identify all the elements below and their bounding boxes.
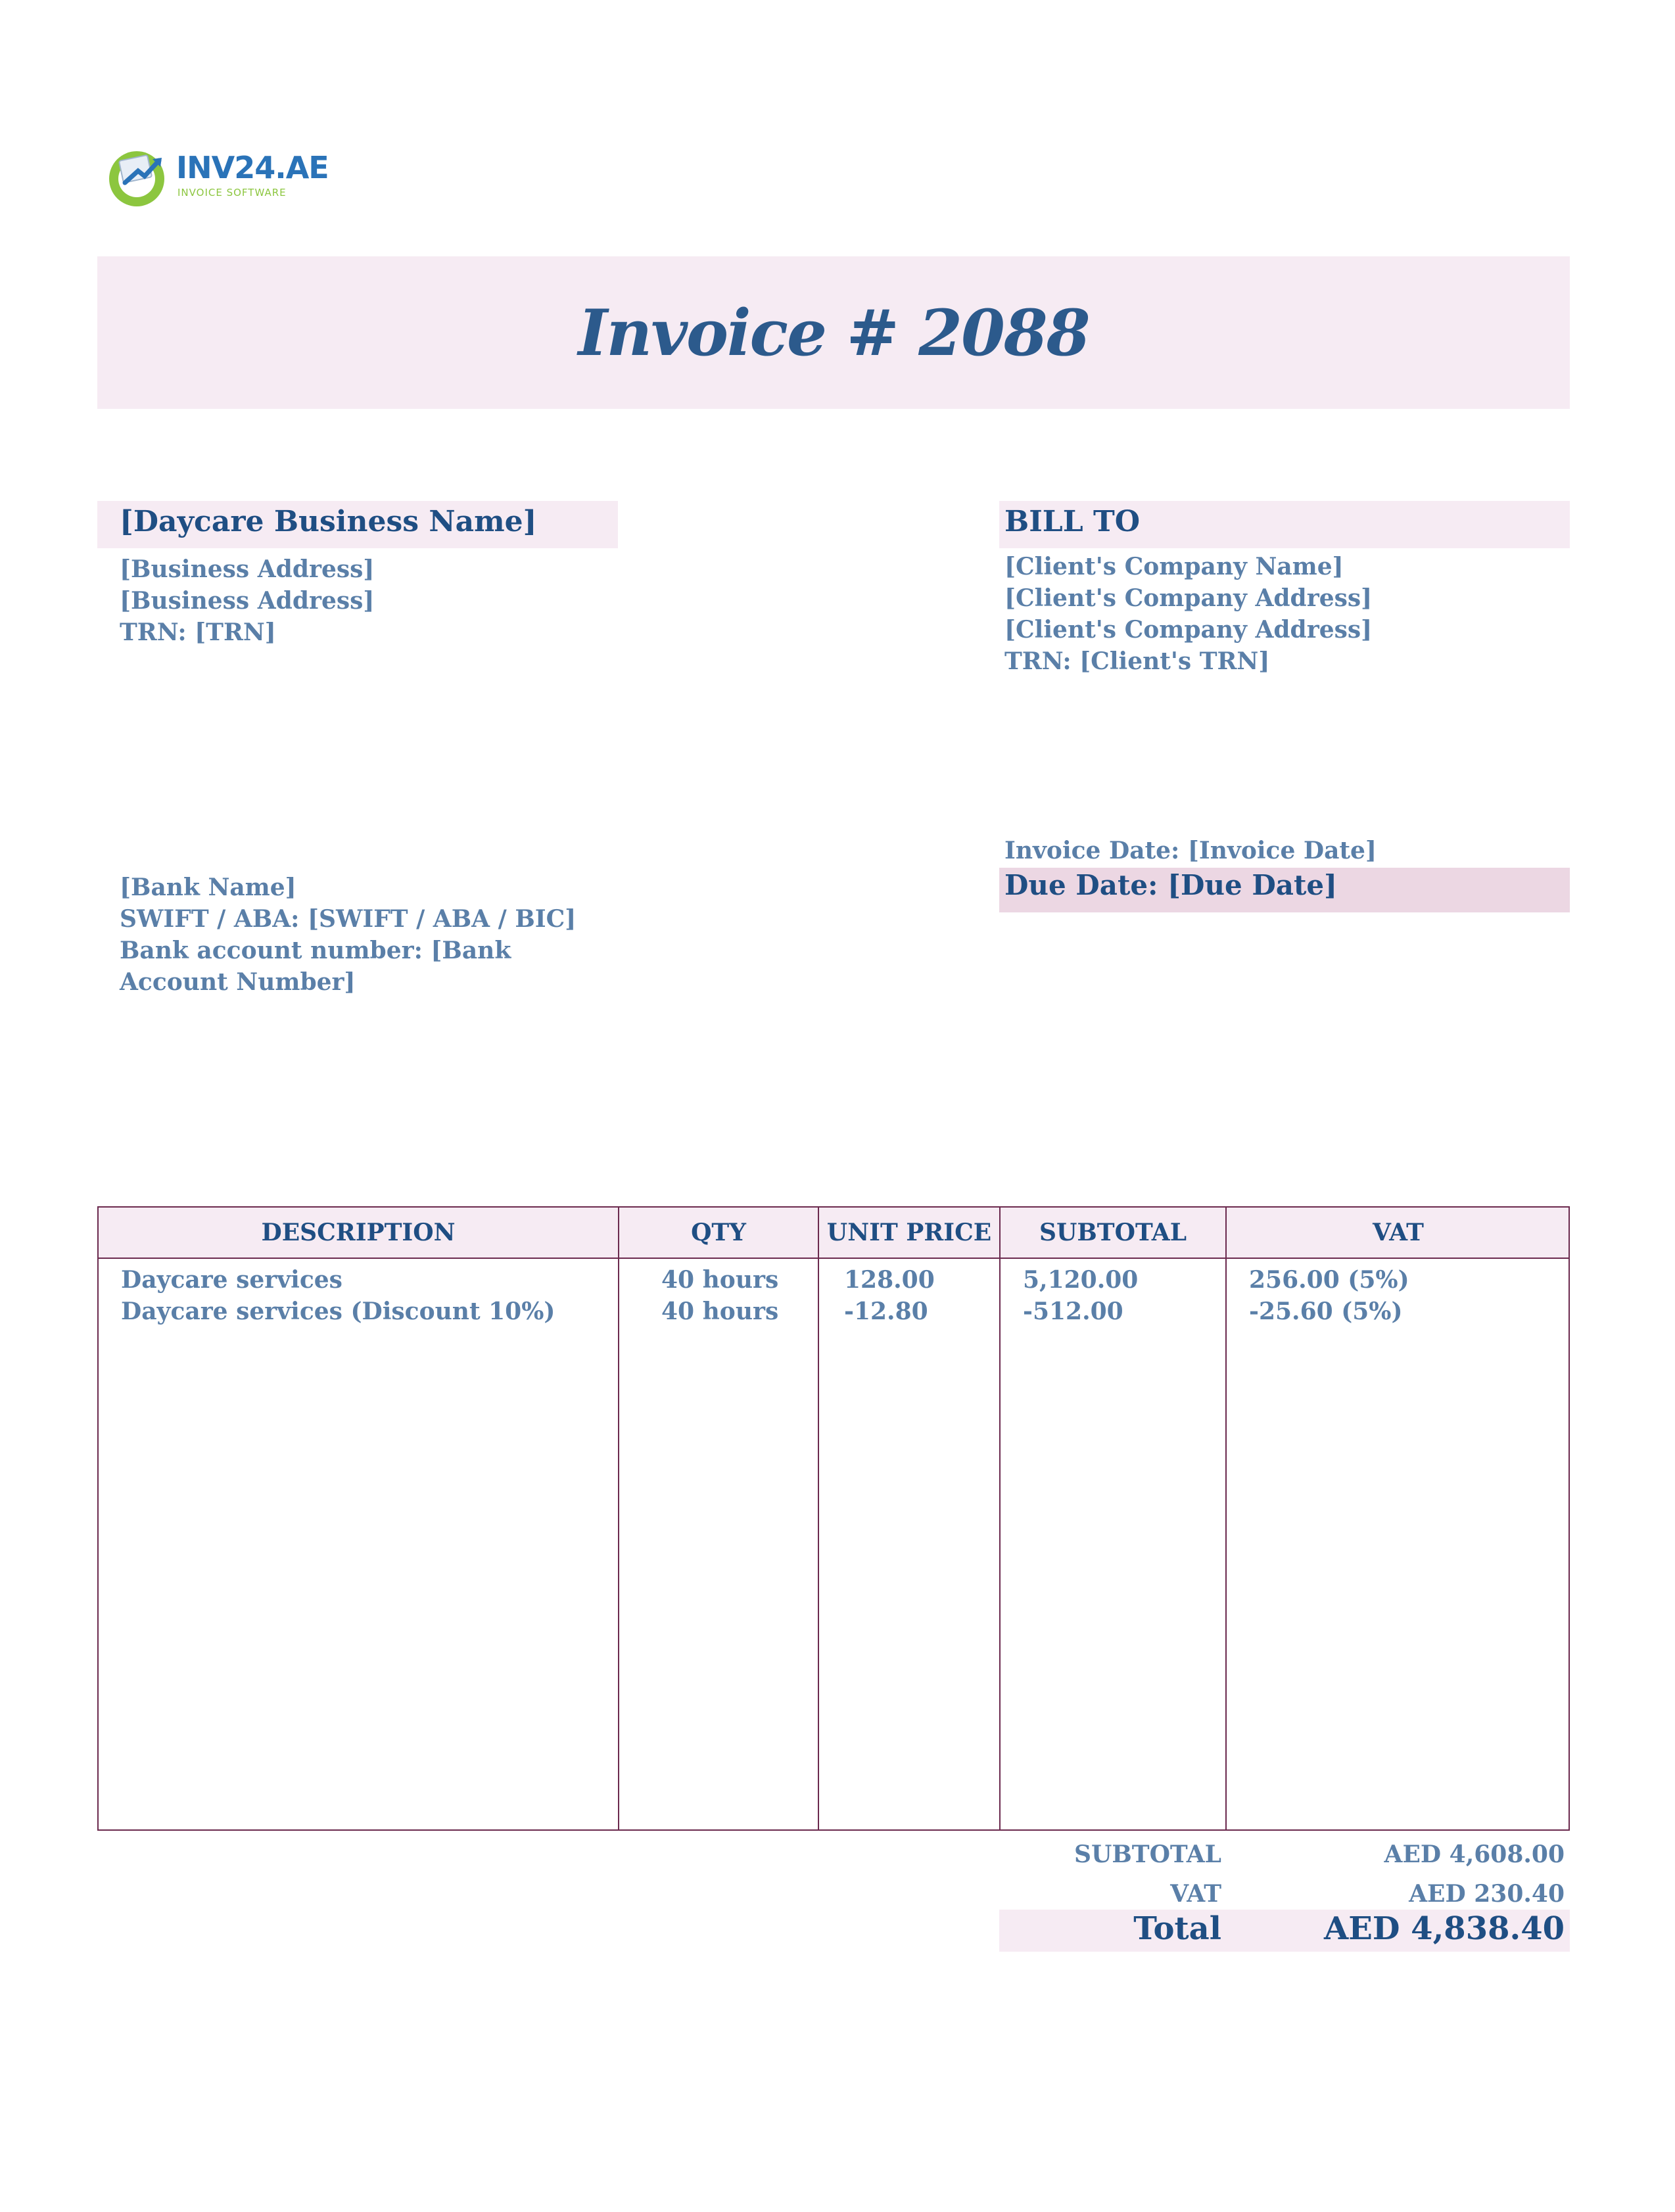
billto-line: [Client's Company Address] xyxy=(1004,584,1373,612)
header-vat: VAT xyxy=(1373,1219,1424,1246)
bank-line: SWIFT / ABA: [SWIFT / ABA / BIC] xyxy=(120,905,577,933)
items-table xyxy=(97,1206,1570,1831)
row-qty: 40 hours xyxy=(661,1298,779,1325)
due-date: Due Date: [Due Date] xyxy=(1004,869,1337,901)
column-divider xyxy=(818,1208,819,1829)
bank-details xyxy=(120,872,576,998)
bank-line: Bank account number: [Bank xyxy=(120,937,511,964)
logo-icon xyxy=(105,143,171,209)
company-logo xyxy=(105,143,329,209)
billto-line: TRN: [Client's TRN] xyxy=(1004,647,1270,675)
column-divider xyxy=(999,1208,1001,1829)
logo-tagline: INVOICE SOFTWARE xyxy=(177,187,287,199)
subtotal-label: SUBTOTAL xyxy=(1073,1841,1221,1868)
invoice-date: Invoice Date: [Invoice Date] xyxy=(1004,837,1377,864)
billto-line: [Client's Company Name] xyxy=(1004,553,1344,580)
vat-label: VAT xyxy=(1170,1880,1221,1908)
invoice-title: Invoice # 2088 xyxy=(578,295,1089,370)
bank-line: [Bank Name] xyxy=(120,874,296,901)
seller-line: [Business Address] xyxy=(120,587,375,615)
column-divider xyxy=(618,1208,619,1829)
header-subtotal: SUBTOTAL xyxy=(1039,1219,1187,1246)
header-qty: QTY xyxy=(691,1219,746,1246)
billto-line: [Client's Company Address] xyxy=(1004,616,1373,644)
seller-line: [Business Address] xyxy=(120,555,375,583)
total-label: Total xyxy=(1133,1910,1221,1947)
row-description: Daycare services (Discount 10%) xyxy=(121,1298,555,1325)
total-value: AED 4,838.40 xyxy=(1324,1910,1565,1947)
row-vat: 256.00 (5%) xyxy=(1249,1266,1409,1294)
billto-address xyxy=(1004,551,1372,677)
logo-brand: INV24.AE xyxy=(176,150,329,185)
header-unit-price: UNIT PRICE xyxy=(826,1219,992,1246)
vat-value: AED 230.40 xyxy=(1409,1880,1565,1908)
column-divider xyxy=(1225,1208,1227,1829)
bank-line: Account Number] xyxy=(120,968,356,996)
title-band xyxy=(97,256,1570,409)
row-unit-price: 128.00 xyxy=(844,1266,935,1294)
seller-line: TRN: [TRN] xyxy=(120,619,276,646)
row-description: Daycare services xyxy=(121,1266,342,1294)
row-subtotal: -512.00 xyxy=(1023,1298,1123,1325)
row-vat: -25.60 (5%) xyxy=(1249,1298,1403,1325)
subtotal-value: AED 4,608.00 xyxy=(1384,1841,1565,1868)
row-unit-price: -12.80 xyxy=(844,1298,928,1325)
header-description: DESCRIPTION xyxy=(261,1219,456,1246)
row-qty: 40 hours xyxy=(661,1266,779,1294)
seller-name: [Daycare Business Name] xyxy=(120,505,537,538)
row-subtotal: 5,120.00 xyxy=(1023,1266,1139,1294)
seller-address xyxy=(120,553,374,648)
billto-title: BILL TO xyxy=(1004,505,1141,538)
